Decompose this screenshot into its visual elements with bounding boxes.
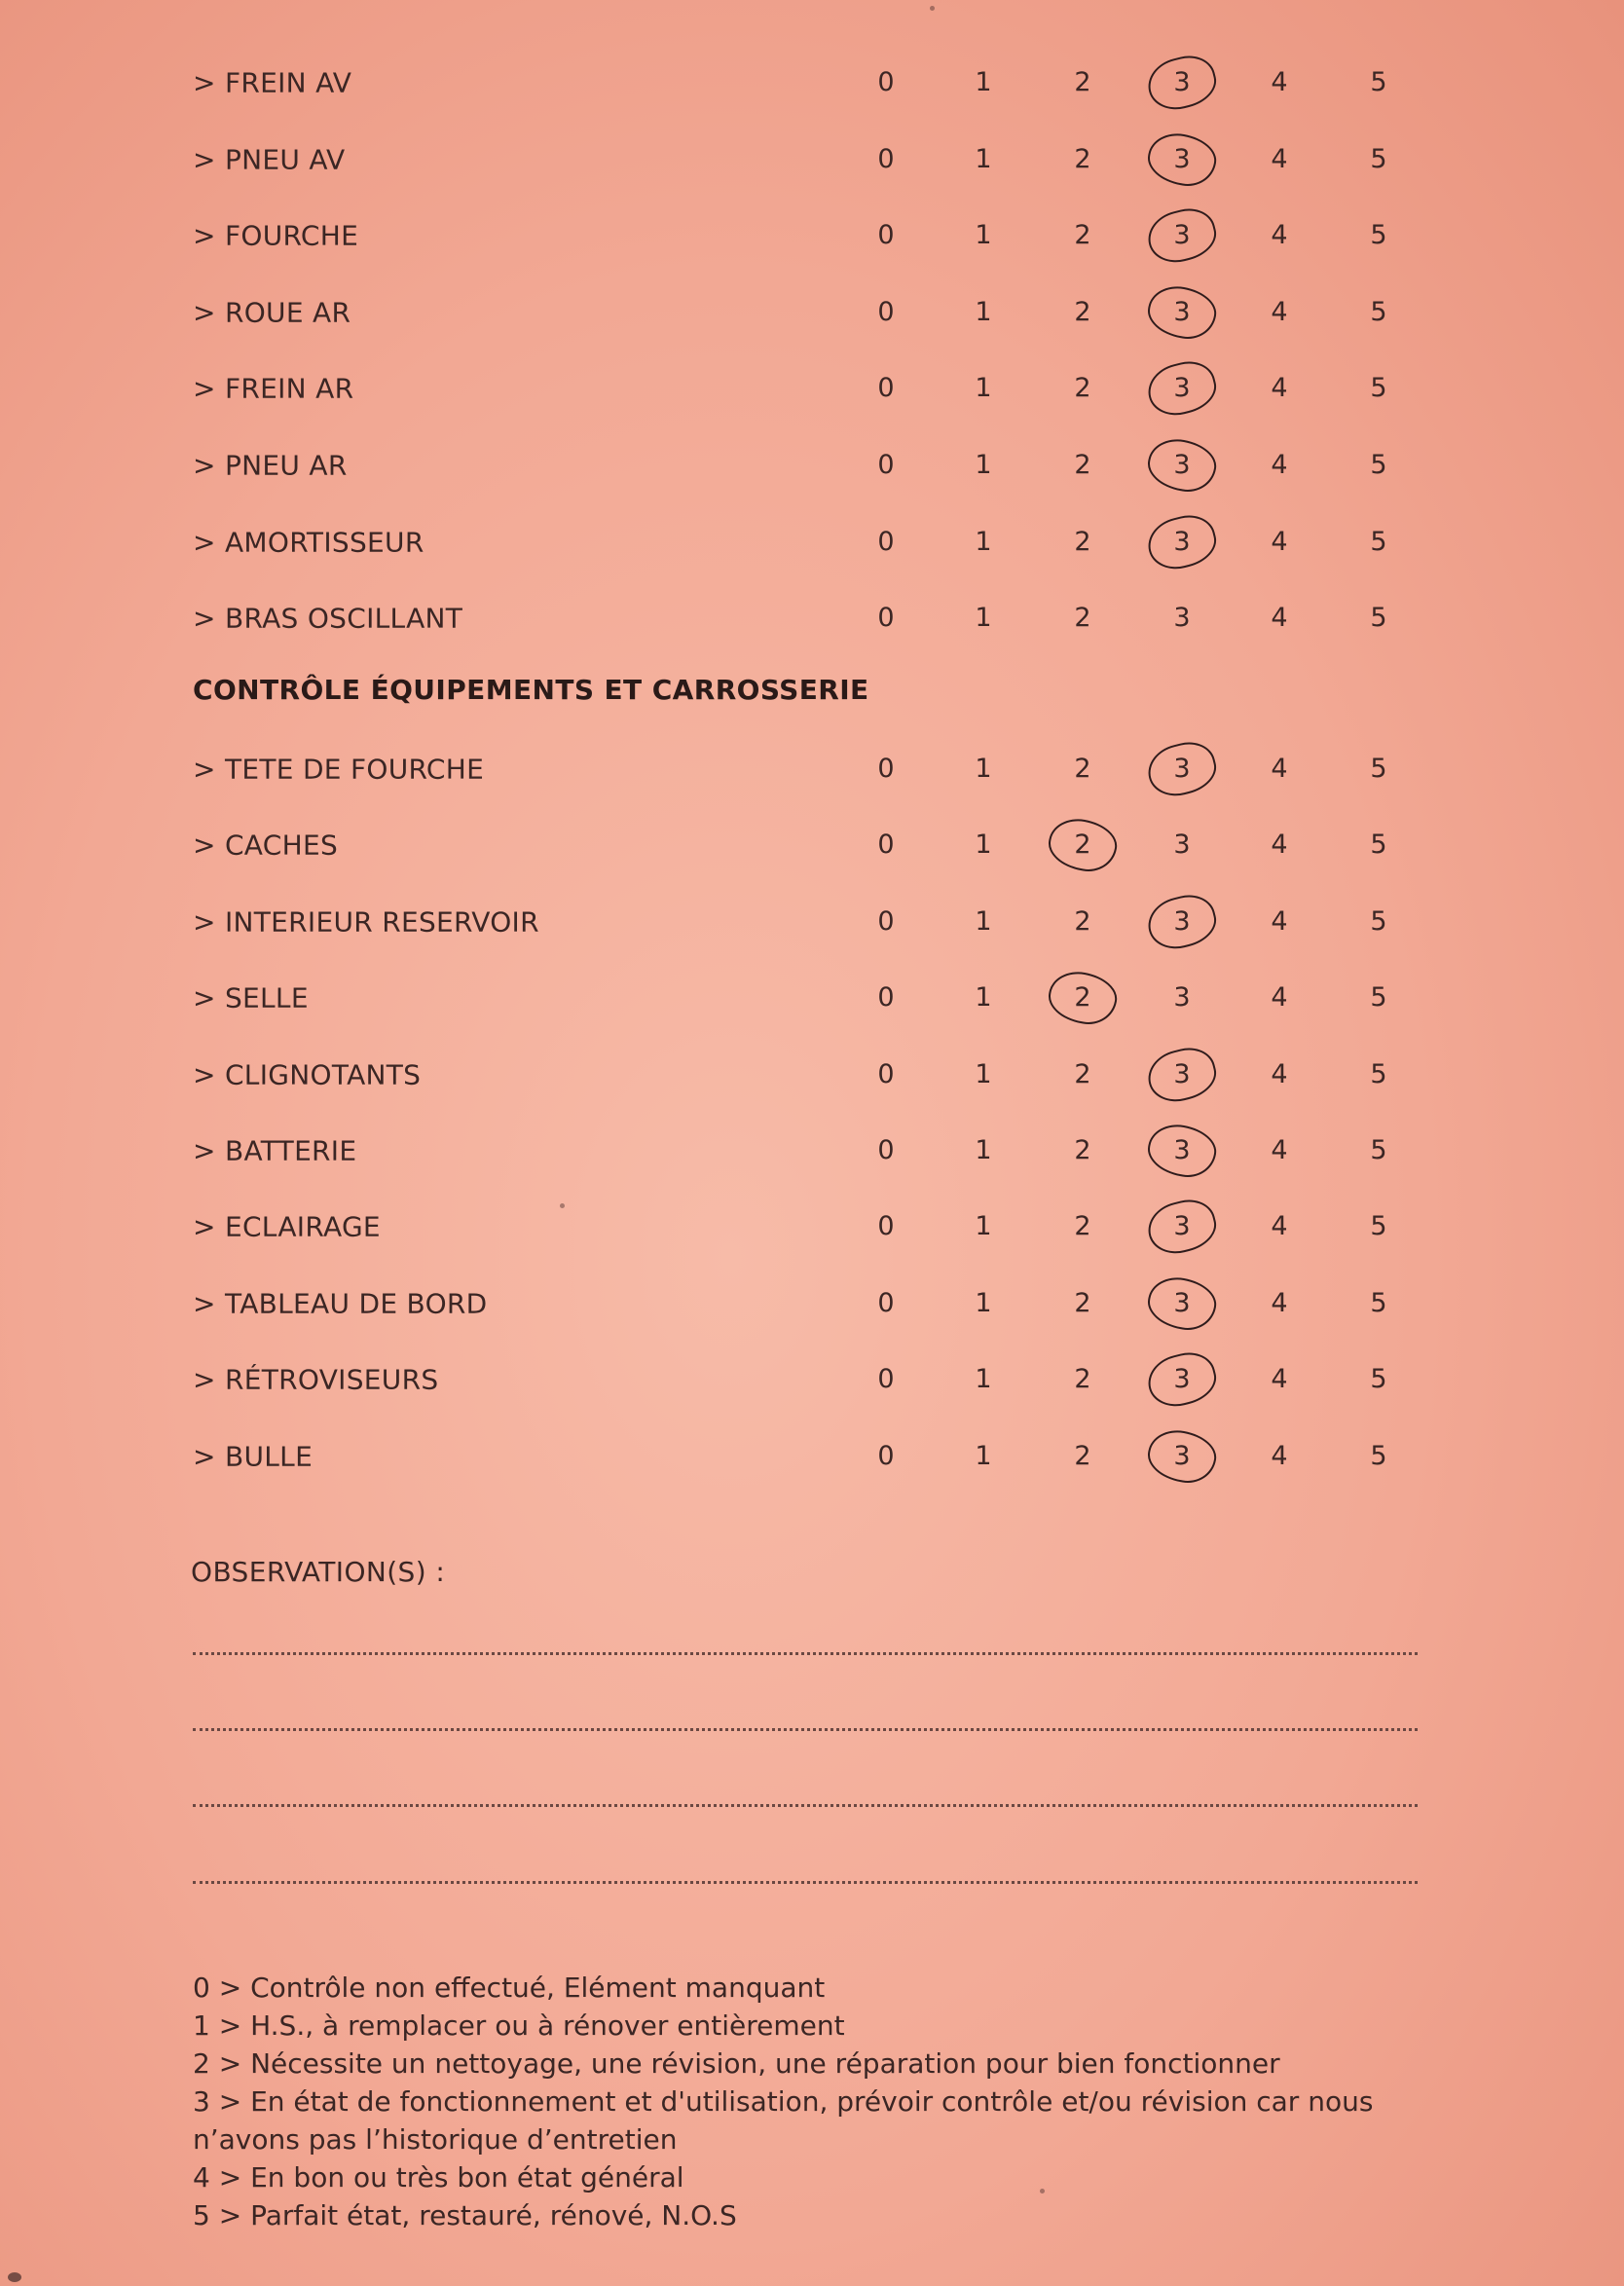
score-option-1[interactable]: 1: [975, 373, 992, 404]
rating-row: [0, 1122, 1624, 1180]
score-option-5[interactable]: 5: [1370, 905, 1387, 937]
score-option-2[interactable]: 2: [1074, 1440, 1091, 1471]
score-option-3[interactable]: 3: [1153, 898, 1211, 946]
score-option-4[interactable]: 4: [1271, 220, 1288, 251]
observation-line[interactable]: [193, 1728, 1418, 1731]
rating-row: [0, 283, 1624, 342]
rating-row: [0, 1198, 1624, 1256]
row-label: > BULLE: [193, 1440, 314, 1473]
score-option-1[interactable]: 1: [975, 754, 992, 784]
score-option-3[interactable]: 3: [1173, 603, 1191, 634]
score-option-3[interactable]: 3: [1153, 1432, 1211, 1481]
score-option-4[interactable]: 4: [1271, 754, 1288, 784]
score-option-2[interactable]: 2: [1053, 821, 1112, 869]
legend-item: 0 > Contrôle non effectué, Elément manquant: [193, 1972, 826, 2004]
score-option-1[interactable]: 1: [975, 1364, 992, 1395]
score-option-4[interactable]: 4: [1271, 603, 1288, 634]
rating-row: [0, 740, 1624, 798]
score-option-2[interactable]: 2: [1074, 296, 1091, 327]
score-option-5[interactable]: 5: [1370, 1135, 1387, 1165]
score-option-1[interactable]: 1: [975, 67, 992, 97]
row-label: > FREIN AR: [193, 372, 354, 405]
rating-row: [0, 130, 1624, 189]
rating-row: [0, 359, 1624, 418]
score-option-2[interactable]: 2: [1074, 1364, 1091, 1395]
score-option-0[interactable]: 0: [877, 1135, 895, 1165]
rating-row: [0, 816, 1624, 874]
paper-speck: [1040, 2189, 1045, 2194]
score-option-0[interactable]: 0: [877, 373, 895, 404]
score-option-1[interactable]: 1: [975, 603, 992, 634]
legend-item: 3 > En état de fonctionnement et d'utilisation, prévoir contrôle et/ou révision car nous n’avons pas l’historique d’entretien: [193, 2085, 1374, 2156]
row-label: > CLIGNOTANTS: [193, 1058, 422, 1091]
score-option-0[interactable]: 0: [877, 1287, 895, 1318]
score-option-0[interactable]: 0: [877, 67, 895, 97]
paper-speck: [8, 2272, 21, 2282]
score-option-5[interactable]: 5: [1370, 1364, 1387, 1395]
score-option-2[interactable]: 2: [1074, 143, 1091, 174]
rating-row: [0, 893, 1624, 951]
score-option-4[interactable]: 4: [1271, 450, 1288, 480]
paper-speck: [560, 1203, 565, 1208]
observations-label: OBSERVATION(S) :: [191, 1556, 446, 1588]
legend-item: 1 > H.S., à remplacer ou à rénover entièrement: [193, 2009, 845, 2042]
score-option-2[interactable]: 2: [1074, 1058, 1091, 1089]
score-option-2[interactable]: 2: [1074, 526, 1091, 557]
score-option-0[interactable]: 0: [877, 830, 895, 861]
score-option-3[interactable]: 3: [1173, 982, 1191, 1014]
rating-row: [0, 969, 1624, 1027]
score-option-4[interactable]: 4: [1271, 982, 1288, 1014]
row-label: > BRAS OSCILLANT: [193, 602, 463, 635]
score-option-3[interactable]: 3: [1153, 58, 1211, 107]
score-option-2[interactable]: 2: [1074, 450, 1091, 480]
observation-line[interactable]: [193, 1652, 1418, 1655]
score-option-1[interactable]: 1: [975, 450, 992, 480]
row-label: > RÉTROVISEURS: [193, 1363, 439, 1396]
score-option-5[interactable]: 5: [1370, 296, 1387, 327]
score-option-0[interactable]: 0: [877, 1364, 895, 1395]
score-option-2[interactable]: 2: [1074, 220, 1091, 251]
rating-legend: [193, 1969, 1458, 2234]
score-option-5[interactable]: 5: [1370, 1287, 1387, 1318]
score-option-0[interactable]: 0: [877, 220, 895, 251]
rating-row: [0, 206, 1624, 265]
score-option-4[interactable]: 4: [1271, 1135, 1288, 1165]
score-option-4[interactable]: 4: [1271, 1058, 1288, 1089]
score-option-3[interactable]: 3: [1153, 441, 1211, 490]
score-option-5[interactable]: 5: [1370, 143, 1387, 174]
row-label: > ECLAIRAGE: [193, 1210, 381, 1243]
score-option-3[interactable]: 3: [1153, 1279, 1211, 1328]
score-option-2[interactable]: 2: [1074, 603, 1091, 634]
score-option-2[interactable]: 2: [1053, 974, 1112, 1022]
score-option-0[interactable]: 0: [877, 982, 895, 1014]
score-option-0[interactable]: 0: [877, 603, 895, 634]
observation-line[interactable]: [193, 1804, 1418, 1807]
score-option-3[interactable]: 3: [1153, 1051, 1211, 1099]
score-option-4[interactable]: 4: [1271, 1287, 1288, 1318]
score-option-1[interactable]: 1: [975, 1211, 992, 1242]
legend-item: 2 > Nécessite un nettoyage, une révision, une réparation pour bien fonctionner: [193, 2047, 1280, 2080]
score-option-1[interactable]: 1: [975, 1135, 992, 1165]
score-option-5[interactable]: 5: [1370, 754, 1387, 784]
rating-row: [0, 1274, 1624, 1333]
row-label: > TABLEAU DE BORD: [193, 1287, 488, 1320]
paper-speck: [930, 6, 935, 11]
score-option-2[interactable]: 2: [1074, 754, 1091, 784]
score-option-0[interactable]: 0: [877, 296, 895, 327]
row-label: > FREIN AV: [193, 66, 352, 99]
row-label: > CACHES: [193, 829, 339, 862]
legend-item: 4 > En bon ou très bon état général: [193, 2161, 684, 2194]
score-option-3[interactable]: 3: [1153, 745, 1211, 793]
score-option-0[interactable]: 0: [877, 1440, 895, 1471]
score-option-4[interactable]: 4: [1271, 905, 1288, 937]
score-option-4[interactable]: 4: [1271, 1440, 1288, 1471]
row-label: > FOURCHE: [193, 219, 359, 252]
score-option-2[interactable]: 2: [1074, 373, 1091, 404]
row-label: > INTERIEUR RESERVOIR: [193, 905, 539, 939]
rating-row: [0, 513, 1624, 572]
score-option-3[interactable]: 3: [1173, 830, 1191, 861]
rating-row: [0, 54, 1624, 112]
observation-line[interactable]: [193, 1881, 1418, 1884]
score-option-0[interactable]: 0: [877, 1058, 895, 1089]
score-option-2[interactable]: 2: [1074, 1211, 1091, 1242]
score-option-2[interactable]: 2: [1074, 67, 1091, 97]
score-option-5[interactable]: 5: [1370, 1440, 1387, 1471]
score-option-1[interactable]: 1: [975, 1440, 992, 1471]
score-option-4[interactable]: 4: [1271, 143, 1288, 174]
score-option-1[interactable]: 1: [975, 1058, 992, 1089]
score-option-5[interactable]: 5: [1370, 1058, 1387, 1089]
score-option-3[interactable]: 3: [1153, 518, 1211, 567]
score-option-5[interactable]: 5: [1370, 373, 1387, 404]
section-heading: CONTRÔLE ÉQUIPEMENTS ET CARROSSERIE: [193, 674, 869, 706]
score-option-0[interactable]: 0: [877, 450, 895, 480]
row-label: > TETE DE FOURCHE: [193, 753, 485, 786]
score-option-3[interactable]: 3: [1153, 1202, 1211, 1251]
score-option-5[interactable]: 5: [1370, 830, 1387, 861]
rating-row: [0, 1427, 1624, 1486]
row-label: > AMORTISSEUR: [193, 526, 424, 559]
score-option-3[interactable]: 3: [1153, 1355, 1211, 1404]
score-option-5[interactable]: 5: [1370, 526, 1387, 557]
score-option-0[interactable]: 0: [877, 905, 895, 937]
score-option-3[interactable]: 3: [1153, 1126, 1211, 1175]
score-option-0[interactable]: 0: [877, 1211, 895, 1242]
score-option-1[interactable]: 1: [975, 982, 992, 1014]
score-option-1[interactable]: 1: [975, 830, 992, 861]
score-option-4[interactable]: 4: [1271, 67, 1288, 97]
rating-row: [0, 436, 1624, 495]
score-option-5[interactable]: 5: [1370, 1211, 1387, 1242]
score-option-4[interactable]: 4: [1271, 296, 1288, 327]
row-label: > ROUE AR: [193, 296, 351, 329]
score-option-3[interactable]: 3: [1153, 288, 1211, 337]
score-option-0[interactable]: 0: [877, 143, 895, 174]
score-option-0[interactable]: 0: [877, 754, 895, 784]
row-label: > SELLE: [193, 981, 309, 1014]
score-option-2[interactable]: 2: [1074, 905, 1091, 937]
score-option-1[interactable]: 1: [975, 526, 992, 557]
score-option-3[interactable]: 3: [1153, 135, 1211, 184]
score-option-4[interactable]: 4: [1271, 1364, 1288, 1395]
score-option-5[interactable]: 5: [1370, 67, 1387, 97]
score-option-5[interactable]: 5: [1370, 982, 1387, 1014]
legend-item: 5 > Parfait état, restauré, rénové, N.O.S: [193, 2199, 737, 2231]
row-label: > PNEU AV: [193, 143, 346, 176]
rating-row: [0, 1350, 1624, 1409]
score-option-1[interactable]: 1: [975, 220, 992, 251]
score-option-5[interactable]: 5: [1370, 450, 1387, 480]
score-option-4[interactable]: 4: [1271, 373, 1288, 404]
row-label: > BATTERIE: [193, 1134, 357, 1167]
score-option-3[interactable]: 3: [1153, 364, 1211, 413]
score-option-1[interactable]: 1: [975, 1287, 992, 1318]
score-option-5[interactable]: 5: [1370, 603, 1387, 634]
score-option-0[interactable]: 0: [877, 526, 895, 557]
score-option-3[interactable]: 3: [1153, 211, 1211, 260]
score-option-4[interactable]: 4: [1271, 830, 1288, 861]
score-option-1[interactable]: 1: [975, 143, 992, 174]
rating-row: [0, 589, 1624, 647]
score-option-2[interactable]: 2: [1074, 1287, 1091, 1318]
score-option-1[interactable]: 1: [975, 296, 992, 327]
score-option-4[interactable]: 4: [1271, 526, 1288, 557]
score-option-1[interactable]: 1: [975, 905, 992, 937]
score-option-4[interactable]: 4: [1271, 1211, 1288, 1242]
rating-row: [0, 1046, 1624, 1104]
row-label: > PNEU AR: [193, 449, 348, 482]
score-option-5[interactable]: 5: [1370, 220, 1387, 251]
score-option-2[interactable]: 2: [1074, 1135, 1091, 1165]
